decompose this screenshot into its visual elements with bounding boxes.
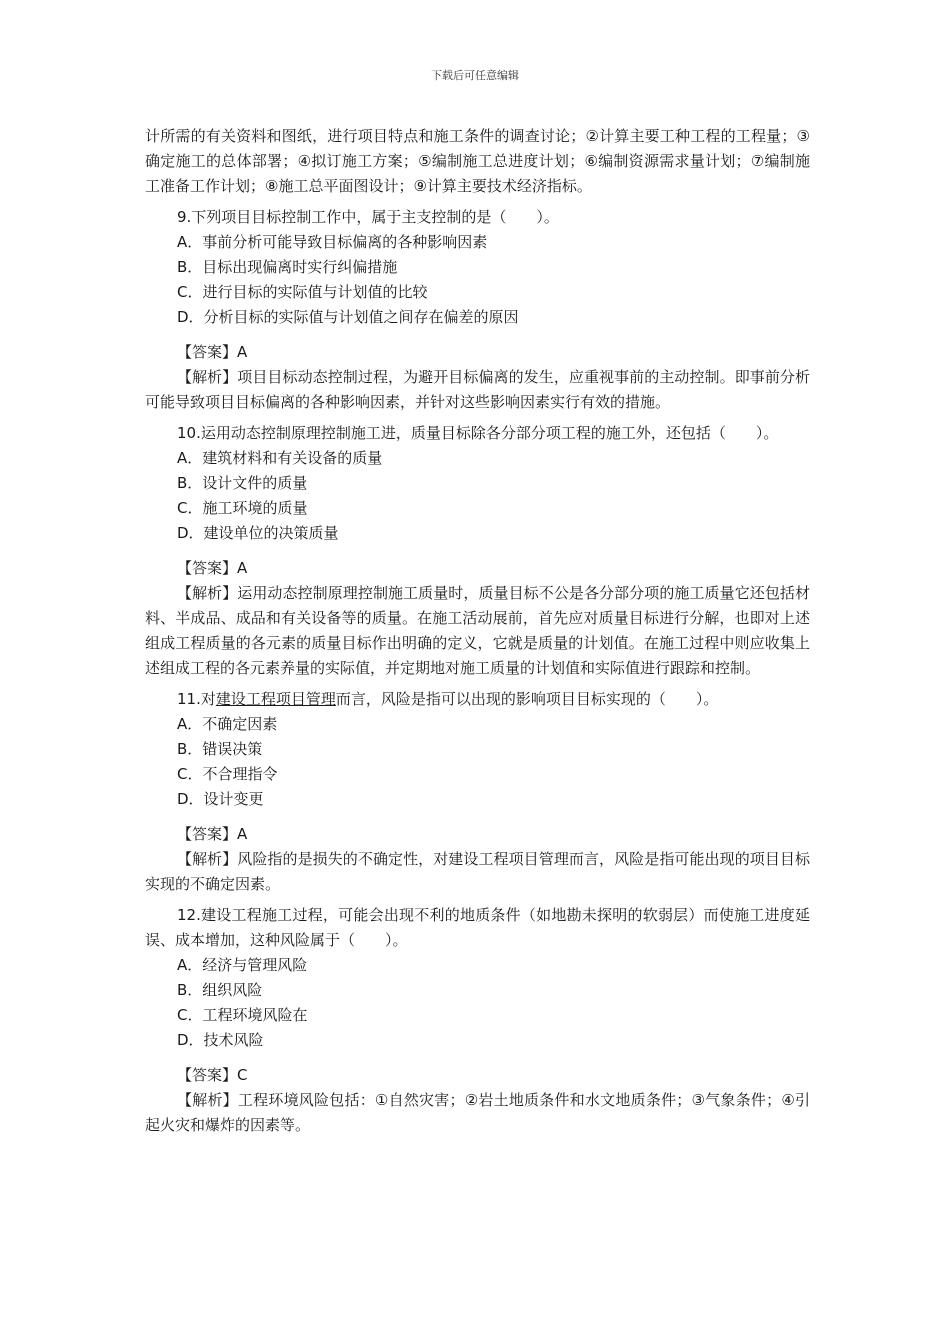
question-11-stem-suffix: 而言，风险是指可以出现的影响项目目标实现的（ ）。 — [335, 690, 719, 708]
question-10-option-b: B．设计文件的质量 — [177, 474, 308, 492]
question-11-option-d: D．设计变更 — [177, 790, 264, 808]
question-12-option-d: D．技术风险 — [177, 1031, 264, 1049]
question-9-option-a: A．事前分析可能导致目标偏离的各种影响因素 — [177, 233, 488, 251]
question-10-option-a: A．建筑材料和有关设备的质量 — [177, 449, 383, 467]
question-11-underlined-term[interactable]: 建设工程项目管理 — [215, 690, 336, 708]
question-10-option-d: D．建设单位的决策质量 — [177, 524, 339, 542]
question-11-option-a: A．不确定因素 — [177, 715, 278, 733]
question-9-analysis: 【解析】项目目标动态控制过程，为避开目标偏离的发生，应重视事前的主动控制。即事前分析可能导致项目目标偏离的各种影响因素，并针对这些影响因素实行有效的措施。 — [145, 368, 810, 411]
question-11-analysis: 【解析】风险指的是损失的不确定性，对建设工程项目管理而言，风险是指可能出现的项目目标实现的不确定因素。 — [145, 850, 810, 893]
question-9-option-c: C．进行目标的实际值与计划值的比较 — [177, 283, 428, 301]
question-12-option-b: B．组织风险 — [177, 981, 263, 999]
question-10-stem: 10.运用动态控制原理控制施工进，质量目标除各分部分项工程的施工外，还包括（ ）。 — [177, 424, 779, 442]
question-9-stem: 9.下列项目目标控制工作中，属于主支控制的是（ ）。 — [177, 208, 559, 226]
question-11-option-b: B．错误决策 — [177, 740, 263, 758]
question-11-option-c: C．不合理指令 — [177, 765, 278, 783]
intro-paragraph: 计所需的有关资料和图纸，进行项目特点和施工条件的调查讨论；②计算主要工种工程的工程量；③确定施工的总体部署；④拟订施工方案；⑤编制施工总进度计划；⑥编制资源需求量计划；⑦编制施工准备工作计划；⑧施工总平面图设计；⑨计算主要技术经济指标。 — [145, 127, 810, 195]
question-10-option-c: C．施工环境的质量 — [177, 499, 308, 517]
page-header: 下载后可任意编辑 — [431, 69, 519, 82]
question-9-option-d: D．分析目标的实际值与计划值之间存在偏差的原因 — [177, 308, 519, 326]
question-12-option-c: C．工程环境风险在 — [177, 1006, 308, 1024]
question-11-answer: 【答案】A — [177, 825, 248, 843]
question-10-answer: 【答案】A — [177, 559, 248, 577]
question-11-stem-prefix: 11.对 — [177, 690, 216, 708]
question-12-option-a: A．经济与管理风险 — [177, 956, 308, 974]
question-9-answer: 【答案】A — [177, 343, 248, 361]
question-12-answer: 【答案】C — [177, 1066, 248, 1084]
question-12-analysis: 【解析】工程环境风险包括：①自然灾害；②岩土地质条件和水文地质条件；③气象条件；④引起火灾和爆炸的因素等。 — [145, 1091, 810, 1134]
document-body — [145, 124, 810, 1138]
question-11-stem — [145, 687, 810, 712]
question-10-analysis: 【解析】运用动态控制原理控制施工质量时，质量目标不公是各分部分项的施工质量它还包括材料、半成品、成品和有关设备等的质量。在施工活动展前，首先应对质量目标进行分解，也即对上述组成工程质量的各元素的质量目标作出明确的定义，它就是质量的计划值。在施工过程中则应收集上述组成工程的各元素养量的实际值，并定期地对施工质量的计划值和实际值进行跟踪和控制。 — [145, 584, 810, 677]
question-9-option-b: B．目标出现偏离时实行纠偏措施 — [177, 258, 398, 276]
question-12-stem: 12.建设工程施工过程，可能会出现不利的地质条件（如地勘未探明的软弱层）而使施工进度延误、成本增加，这种风险属于（ ）。 — [145, 906, 810, 949]
